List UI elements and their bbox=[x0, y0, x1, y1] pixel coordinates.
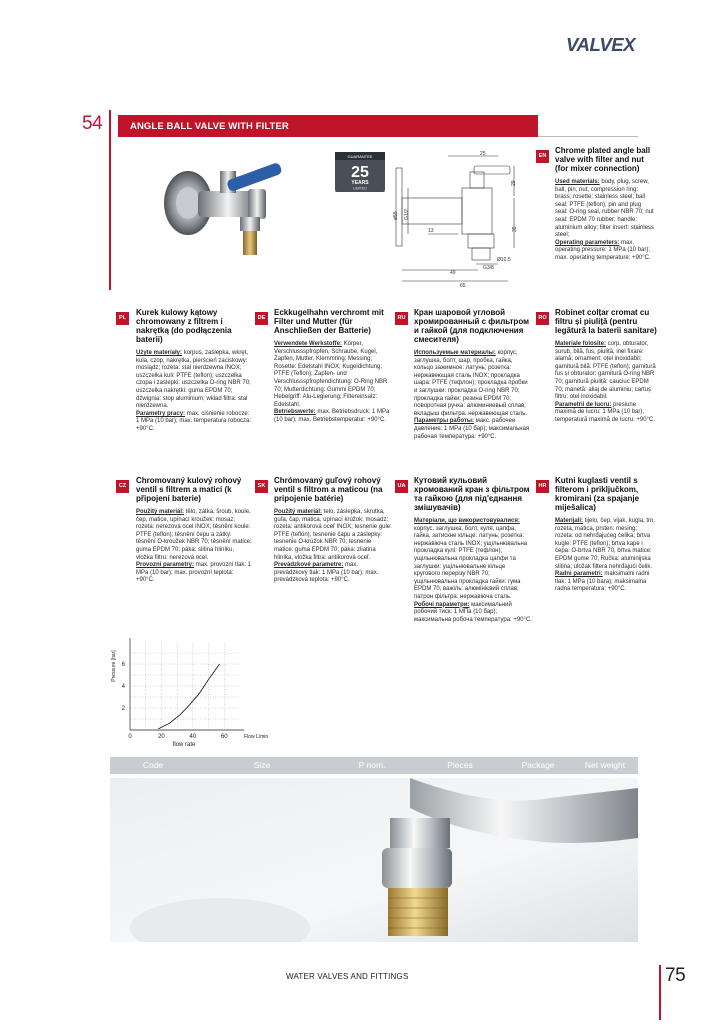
guarantee-label: YEARS bbox=[351, 180, 369, 186]
body-de: Verwendete Werkstoffe: Körper, Verschlussspfropfen, Schraube, Kugel, Zapfen, Mutter, Klemmring: Messing; Rosette: Edelstahl INOX; Kugeldichtung: PTFE (Teflon); Zapfen- und Verschlussspfropfendichtung: O-Ring NBR 70; Mutterdichtung: Gummi EPDM 70; Hebelgriff: Alu-Legierung; Filtereinsatz: Edelstahl. Betriebswerte: max. Betriebsdruck: 1 MPa (10 bar); max. Betriebstemperatur: +90°C. bbox=[274, 341, 390, 423]
lang-badge-ru: RU bbox=[395, 312, 408, 325]
guarantee-badge bbox=[335, 152, 385, 192]
product-title-bar: ANGLE BALL VALVE WITH FILTER bbox=[118, 115, 538, 137]
chart-x-tick-label: 40 bbox=[189, 734, 197, 740]
lang-badge-ua: UA bbox=[395, 480, 408, 493]
valvex-logo-mark bbox=[566, 34, 664, 54]
body-pl: Użyte materiały: korpus, zaślepka, wkręt, kula, czop, nakrętka, pierścień zaciskowy: mosiądz; rozeta: stal nierdzewna INOX; uszczelka kuli: PTFE (teflon); uszczelka czopa i zaślepki: uszczelka O-ring NBR 70; uszczelka nakrętki: guma EPDM 70; dźwignia: stop aluminium; wkład filtra: stal nierdzewna. Parametry pracy: max. ciśnienie robocze: 1 MPa (10 bar); max. temperatura robocza: +90°C. bbox=[136, 350, 252, 432]
guarantee-years: 25 bbox=[351, 164, 369, 181]
dim-g12: G1/2 bbox=[404, 209, 410, 220]
description-ua bbox=[414, 476, 532, 624]
chart-y-tick-label: 4 bbox=[121, 684, 125, 690]
dim-13: 13 bbox=[428, 228, 434, 234]
body-ru: Используемые материалы: корпус, заглушка, болт, шар, пробка, гайка, кольцо зажимное: латунь; розетка: нержавеющая сталь INOX; прокладка шара: PTFE (тефлон); прокладка пробки и заглушки: прокладка O-ring NBR 70; прокладка гайки: резина EPDM 70; поворотная ручка: алюминиевый сплав; вкладыш фильтра: нержавеющая сталь. Параметры работы: макс. рабочее давление: 1 MPa (10 бар); максимальная рабочая температура: +90°C. bbox=[414, 350, 530, 440]
dim-29: 29 bbox=[511, 180, 517, 186]
valvex-logo bbox=[566, 34, 664, 54]
dim-65: 65 bbox=[460, 283, 466, 289]
materials-label-en: Used materials: bbox=[555, 179, 600, 185]
chart-y-tick-label: 2 bbox=[121, 706, 125, 712]
body-en bbox=[555, 179, 655, 263]
guarantee-sub: LIMITED bbox=[353, 186, 367, 191]
pressure-flow-chart bbox=[108, 628, 268, 750]
chart-x-tick-label: 0 bbox=[128, 734, 132, 740]
materials-text-en: body, plug, screw, ball, pin, nut, compression ring: brass; rosette: stainless steel; ball seal: PTFE (teflon); pin and plug seal: O-ring seal, rubber NBR 70; nut seal: EPDM 70 rubber; handle: aluminium alloy; filter insert: stainless steel; bbox=[555, 179, 655, 239]
title-cz: Chromovaný kulový rohový ventil s filtrem a maticí (k připojení baterie) bbox=[136, 476, 242, 503]
product-photo bbox=[148, 155, 298, 275]
lang-badge-hr: HR bbox=[536, 480, 549, 493]
accent-divider-top bbox=[109, 110, 111, 290]
description-en bbox=[555, 146, 655, 263]
description-pl bbox=[136, 308, 252, 434]
body-sk: Použitý materiál: telo, záslepka, skrutka, guľa, čap, matica, upínací krúžok: mosadz; rozeta: antikorová oceľ INOX; tesnenie gule: PTFE (teflón); tesnenie čapu a záslepky: tesnenie O-krúžok NBR 70; tesnenie matice: guma EPDM 70; páka: zliatina hliníka, vložka filtra: antikorová oceľ. Prevádzkové parametre: max. prevádzkový tlak: 1 MPa (10 bar); max. prevádzková teplota: +90°C. bbox=[274, 509, 392, 584]
guarantee-top-text: GUARANTEE bbox=[347, 154, 373, 159]
body-ua: Матеріали, що використовувалися: корпус, заглушка, болт, куля, цапфа, гайка, затискне кільце: латунь; розетка: нержавіюча сталь INOX; ущільнювальна прокладка кулі: PTFE (тефлон); ущільнювальна прокладка цапфи та заглушки: ущільнювальне кільце кругового перерізу NBR 70; ущільнювальна прокладка гайки: гума EPDM 70, важіль: алюмінієвий сплав; патрон фільтра: нержавіюча сталь. Робочі параметри: максимальний робочий тиск: 1 МПа (10 бар); максимальна робоча температура: +90°C. bbox=[414, 518, 532, 623]
description-ro bbox=[555, 308, 657, 425]
title-ru: Кран шаровой угловой хромированный с фильтром и гайкой (для подключения смесителя) bbox=[414, 308, 530, 344]
th-size: Size bbox=[253, 760, 271, 770]
title-en: Chrome plated angle ball valve with filter and nut (for mixer connection) bbox=[555, 146, 651, 173]
footer-section-title: WATER VALVES AND FITTINGS bbox=[286, 972, 409, 981]
chart-x-tick-label: 20 bbox=[158, 734, 165, 740]
th-pieces: Pieces bbox=[447, 760, 473, 770]
valve-closeup-photo bbox=[110, 778, 638, 942]
dim-10-5: Ø10.5 bbox=[497, 257, 511, 263]
page-number-bottom: 75 bbox=[665, 965, 686, 986]
title-de: Eckkugelhahn verchromt mit Filter und Mutter (für Anschließen der Batterie) bbox=[274, 308, 384, 335]
body-hr: Materijali: tijelo, čep, vijak, kugla, trn, rozeta, matica, prsten: mesing; rozeta: od nehrđajućeg čelika; brtva kugle: PTFE (teflon); brtva kape i čepa: O-brtva NBR 70, brtva matice: EPDM gume 70; Ručka: aluminijska slitina; uložak filtera nehrđajući čelik. Radni parametri: maksimalni radni tlak: 1 MPa (10 bara); maksimalna radna temperatura: +90°C. bbox=[555, 518, 656, 593]
params-label-en: Operating parameters: bbox=[555, 239, 620, 246]
title-ro: Robinet colțar cromat cu filtru și piuliță (pentru legătură la baterii sanitare) bbox=[555, 308, 657, 335]
chart-svg bbox=[108, 628, 268, 750]
th-pnom: P nom. bbox=[358, 760, 386, 770]
th-code: Code bbox=[142, 760, 164, 770]
logo-text: VALVEX bbox=[566, 34, 636, 54]
params-text-en: max. operating pressure: 1 MPa (10 bar); max. operating temperature: +90°C. bbox=[555, 239, 651, 261]
dim-g38: G3/8 bbox=[483, 265, 494, 271]
title-ua: Кутовий кульовий хромований кран з фільтром та гайкою (для під'єднання змішувачів) bbox=[414, 476, 530, 512]
chart-ylabel: Pressure [bar] bbox=[111, 650, 117, 682]
title-hr: Kutni kuglasti ventil s filterom i priključkom, kromirani (za spajanje miješalica) bbox=[555, 476, 640, 512]
lang-badge-en: EN bbox=[536, 150, 549, 163]
title-pl: Kurek kulowy kątowy chromowany z filtrem i nakrętką (do podłączenia baterii) bbox=[136, 308, 232, 344]
dim-25: 25 bbox=[480, 151, 486, 157]
description-hr bbox=[555, 476, 657, 594]
body-cz: Použitý materiál: tělo, zátka, šroub, koule, čep, matice, upínací kroužek: mosaz; rozeta: nerezová ocel INOX; těsnění koule: PTFE (teflon); těsnění čepu a zátky: těsnění O-kroužek NBR 70; těsnění matice: guma EPDM 70; páka: slitina hliníku, vložka filtru: nerezová ocel. Provozní parametry: max. provozní tlak: 1 MPa (10 bar); max. provozní teplota: +90°C. bbox=[136, 509, 252, 584]
lang-badge-ro: RO bbox=[536, 312, 549, 325]
description-cz bbox=[136, 476, 252, 585]
body-ro: Materiale folosite: corp, obturator, șurub, bilă, fus, piuliță, inel fixare: alamă; ornament: oțel inoxidabil; garnitură bilă: PTFE (teflon); garnitură fus și obturator: garnitură O-ring NBR 70; garnitură piuliță: cauciuc EPDM 70; manetă: aliaj de aluminiu; cartuș filtru: oțel inoxidabil. Parametrii de lucru: presiune maximă de lucru: 1 MPa (10 bar); temperatură maximă de lucru: +90°C. bbox=[555, 341, 656, 423]
lang-badge-cz: CZ bbox=[116, 480, 129, 493]
chart-y-tick-label: 6 bbox=[121, 662, 125, 668]
lang-badge-pl: PL bbox=[116, 312, 129, 325]
description-ru bbox=[414, 308, 532, 441]
accent-divider-bottom bbox=[659, 965, 661, 1020]
description-de bbox=[274, 308, 392, 425]
th-net-weight: Net weight bbox=[584, 760, 626, 770]
technical-drawing bbox=[388, 148, 530, 290]
chart-xlabel: flow rate bbox=[172, 742, 196, 748]
chart-x-tick-label: 60 bbox=[220, 734, 228, 740]
lang-badge-sk: SK bbox=[255, 480, 268, 493]
th-package: Package bbox=[521, 760, 555, 770]
table-header bbox=[110, 757, 638, 774]
page-number-top: 54 bbox=[82, 113, 103, 134]
header-divider bbox=[538, 136, 638, 137]
dim-35: 35 bbox=[512, 226, 518, 232]
dim-49: 49 bbox=[450, 270, 456, 276]
lang-badge-de: DE bbox=[255, 312, 268, 325]
description-sk bbox=[274, 476, 392, 585]
title-sk: Chrómovaný guľový rohový ventil s filtrom a maticou (na pripojenie batérie) bbox=[274, 476, 383, 503]
chart-xunit: Flow L/min bbox=[244, 734, 268, 740]
dim-55: ø55 bbox=[393, 211, 399, 220]
